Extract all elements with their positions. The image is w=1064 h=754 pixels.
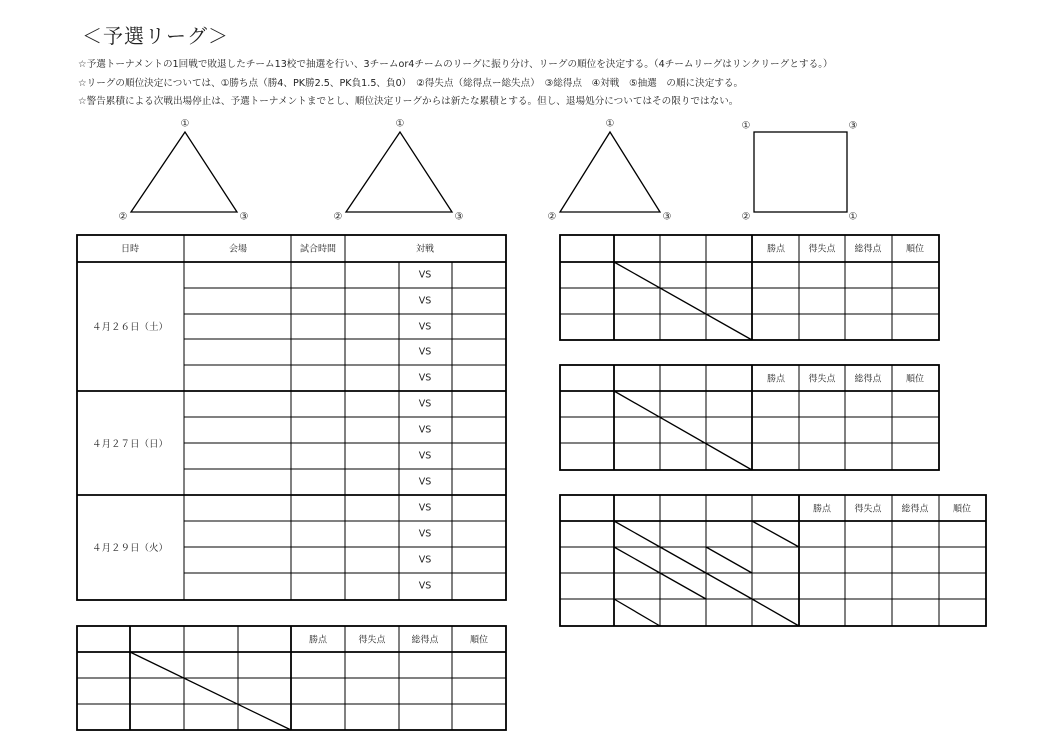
header-rank: 順位 bbox=[905, 244, 925, 255]
vs-label: VS bbox=[418, 450, 432, 462]
vs-label: VS bbox=[418, 424, 432, 436]
vs-label: VS bbox=[418, 398, 432, 410]
league-triangle-2 bbox=[346, 132, 452, 212]
header-points: 勝点 bbox=[308, 635, 328, 646]
header-match-time: 試合時間 bbox=[299, 244, 337, 255]
vs-label: VS bbox=[418, 346, 432, 358]
date-label: ４月２７日（日） bbox=[91, 439, 169, 450]
vertex-mark-1: ① bbox=[741, 120, 751, 132]
header-rank: 順位 bbox=[905, 374, 925, 385]
header-venue: 会場 bbox=[228, 244, 248, 255]
vs-label: VS bbox=[418, 554, 432, 566]
vertex-mark-2: ② bbox=[741, 211, 751, 223]
vs-label: VS bbox=[418, 502, 432, 514]
vertex-mark-1: ① bbox=[180, 118, 190, 130]
vs-label: VS bbox=[418, 295, 432, 307]
header-goal-diff: 得失点 bbox=[854, 504, 882, 515]
rule-note: ☆リーグの順位決定については、①勝ち点（勝4、PK勝2.5、PK負1.5、負0） ②得失点（総得点ー総失点） ③総得点 ④対戦 ⑤抽選 の順に決定する。 bbox=[78, 77, 744, 89]
league-triangle-1 bbox=[131, 132, 237, 212]
header-goal-diff: 得失点 bbox=[358, 635, 386, 646]
vs-label: VS bbox=[418, 321, 432, 333]
page-title: ＜予選リーグ＞ bbox=[82, 24, 229, 48]
vs-label: VS bbox=[418, 372, 432, 384]
date-label: ４月２９日（火） bbox=[91, 543, 169, 554]
vertex-mark-3: ③ bbox=[662, 211, 672, 223]
vertex-mark-2: ② bbox=[547, 211, 557, 223]
rule-note: ☆予選トーナメントの1回戦で敗退したチーム13校で抽選を行い、3チームor4チームのリーグに振り分け、リーグの順位を決定する。（4チームリーグはリンクリーグとする。） bbox=[78, 59, 833, 70]
header-datetime: 日時 bbox=[120, 244, 140, 255]
league-square-4 bbox=[754, 132, 847, 212]
vertex-mark-1: ① bbox=[848, 211, 858, 223]
vertex-mark-3: ③ bbox=[239, 211, 249, 223]
header-points: 勝点 bbox=[766, 374, 786, 385]
league-triangle-3 bbox=[560, 132, 660, 212]
header-total-goals: 総得点 bbox=[854, 244, 882, 255]
header-total-goals: 総得点 bbox=[411, 635, 439, 646]
header-points: 勝点 bbox=[766, 244, 786, 255]
header-total-goals: 総得点 bbox=[854, 374, 882, 385]
header-goal-diff: 得失点 bbox=[808, 374, 836, 385]
vs-label: VS bbox=[418, 528, 432, 540]
vertex-mark-3: ③ bbox=[454, 211, 464, 223]
vs-label: VS bbox=[418, 269, 432, 281]
rule-note: ☆警告累積による次戦出場停止は、予選トーナメントまでとし、順位決定リーグからは新たな累積とする。但し、退場処分についてはその限りではない。 bbox=[78, 96, 739, 107]
vs-label: VS bbox=[418, 580, 432, 592]
vertex-mark-1: ① bbox=[605, 118, 615, 130]
header-points: 勝点 bbox=[812, 504, 832, 515]
header-rank: 順位 bbox=[469, 635, 489, 646]
header-goal-diff: 得失点 bbox=[808, 244, 836, 255]
vertex-mark-2: ② bbox=[333, 211, 343, 223]
header-rank: 順位 bbox=[952, 504, 972, 515]
vertex-mark-3: ③ bbox=[848, 120, 858, 132]
date-label: ４月２６日（土） bbox=[91, 322, 169, 333]
vs-label: VS bbox=[418, 476, 432, 488]
header-matchup: 対戦 bbox=[415, 244, 435, 255]
header-total-goals: 総得点 bbox=[901, 504, 929, 515]
vertex-mark-2: ② bbox=[118, 211, 128, 223]
vertex-mark-1: ① bbox=[395, 118, 405, 130]
